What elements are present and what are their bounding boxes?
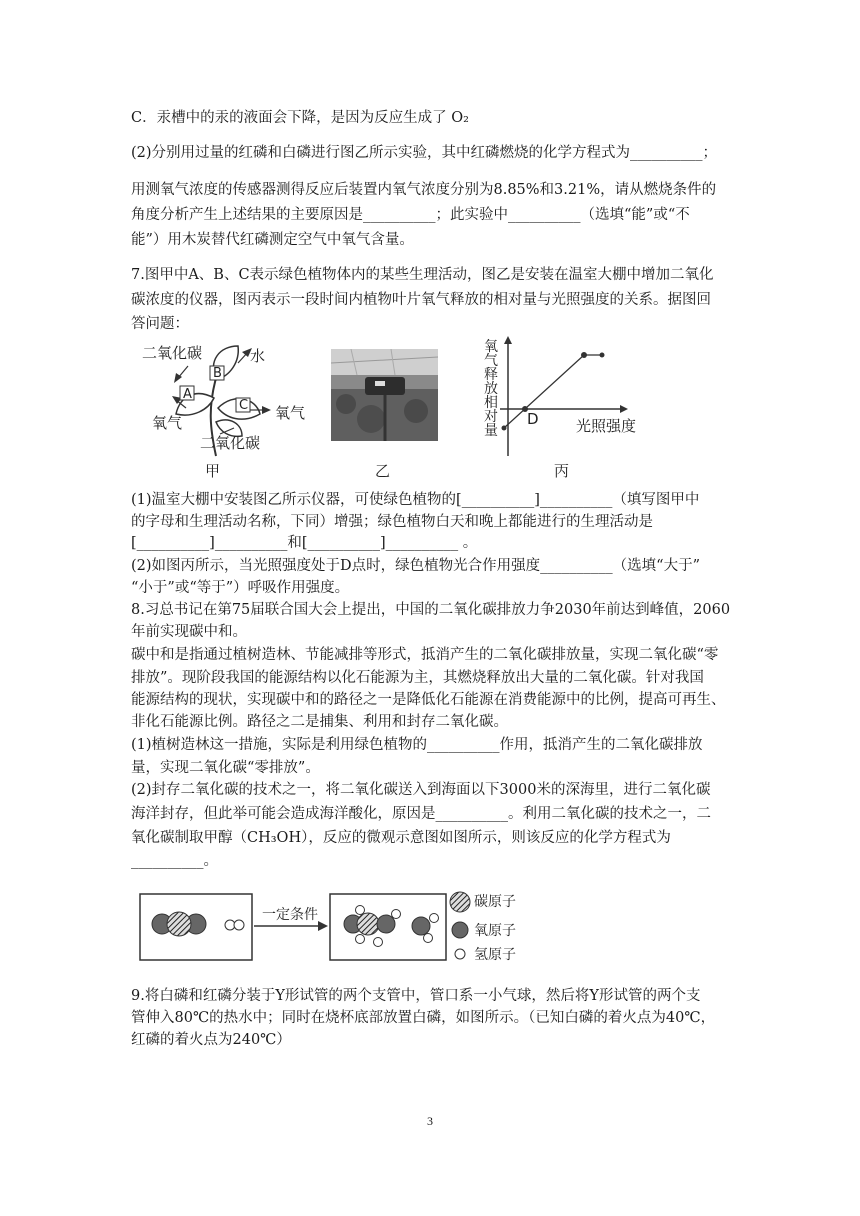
label-b: B [213, 366, 222, 381]
label-oxygen-right: 氧气 [275, 404, 306, 422]
text-line: 管伸入80℃的热水中；同时在烧杯底部放置白磷，如图所示。（已知白磷的着火点为40℃， [131, 1010, 716, 1026]
text-line: 排放”。现阶段我国的能源结构以化石能源为主，其燃烧释放出大量的二氧化碳。针对我国 [131, 670, 704, 686]
text-line: (1)温室大棚中安装图乙所示仪器，可使绿色植物的[__________]__________（填写图甲中 [131, 492, 700, 508]
text-line: 碳中和是指通过植树造林、节能减排等形式，抵消产生的二氧化碳排放量，实现二氧化碳“零 [131, 647, 719, 663]
legend-oxygen: 氧原子 [474, 923, 516, 939]
text-line: 氧化碳制取甲醇（CH₃OH），反应的微观示意图如图所示，则该反应的化学方程式为 [131, 830, 671, 846]
text-line: 海洋封存，但此举可能会造成海洋酸化，原因是__________。利用二氧化碳的技术之一，二 [131, 806, 711, 822]
text-line: (1)植树造林这一措施，实际是利用绿色植物的__________作用，抵消产生的二氧化碳排放 [131, 737, 703, 753]
text-line: 答问题： [131, 316, 189, 332]
caption-yi: 乙 [375, 462, 391, 480]
text-line: [__________]__________和[__________]__________ 。 [131, 535, 478, 551]
text-line: 碳浓度的仪器，图丙表示一段时间内植物叶片氧气释放的相对量与光照强度的关系。据图回 [131, 292, 711, 308]
caption-jia: 甲 [205, 462, 221, 480]
legend-carbon: 碳原子 [474, 894, 516, 910]
label-c: C [239, 398, 249, 413]
text-line: 的字母和生理活动名称，下同）增强；绿色植物白天和晚上都能进行的生理活动是 [131, 514, 653, 530]
figure-yi-photo [331, 349, 438, 441]
text-line: 量，实现二氧化碳“零排放”。 [131, 760, 320, 776]
text-line: 用测氧气浓度的传感器测得反应后装置内氧气浓度分别为8.85%和3.21%，请从燃烧条件的 [131, 182, 717, 198]
text-line: 7.图甲中A、B、C表示绿色植物体内的某些生理活动，图乙是安装在温室大棚中增加二氧化 [131, 267, 714, 283]
text-line: C．汞槽中的汞的液面会下降，是因为反应生成了 O₂ [131, 110, 469, 126]
reaction-condition-label: 一定条件 [262, 907, 318, 923]
text-line: 能源结构的现状，实现碳中和的路径之一是降低化石能源在消费能源中的比例，提高可再生、 [131, 692, 726, 708]
text-line: 红磷的着火点为240℃） [131, 1032, 291, 1048]
text-line: 能”）用木炭替代红磷测定空气中氧气含量。 [131, 232, 414, 248]
text-line: 9.将白磷和红磷分装于Y形试管的两个支管中，管口系一小气球，然后将Y形试管的两个支 [131, 988, 701, 1004]
text-line: “小于”或“等于”）呼吸作用强度。 [131, 580, 350, 596]
figure-bing-graph [482, 334, 642, 464]
page-number: 3 [427, 1114, 433, 1128]
text-line: 年前实现碳中和。 [131, 624, 247, 640]
text-line: (2)如图丙所示，当光照强度处于D点时，绿色植物光合作用强度__________（选填“大于” [131, 558, 700, 574]
text-line: (2)分别用过量的红磷和白磷进行图乙所示实验，其中红磷燃烧的化学方程式为__________； [131, 145, 718, 161]
text-line: 8.习总书记在第75届联合国大会上提出，中国的二氧化碳排放力争2030年前达到峰值，2060 [131, 602, 731, 618]
text-line: 非化石能源比例。路径之二是捕集、利用和封存二氧化碳。 [131, 714, 508, 730]
label-water: 水 [250, 347, 266, 365]
label-oxygen-left: 氧气 [152, 414, 183, 432]
legend-hydrogen: 氢原子 [474, 947, 516, 963]
label-co2-top: 二氧化碳 [142, 344, 203, 362]
label-a: A [183, 387, 192, 402]
text-line: 角度分析产生上述结果的主要原因是__________；此实验中__________（选填“能”或“不 [131, 207, 690, 223]
text-line: __________。 [131, 853, 218, 869]
xlabel-bing: 光照强度 [576, 417, 637, 435]
caption-bing: 丙 [554, 462, 570, 480]
text-line: (2)封存二氧化碳的技术之一，将二氧化碳送入到海面以下3000米的深海里，进行二氧化碳 [131, 782, 711, 798]
ylabel-bing: 氧气释放相对量 [484, 339, 498, 439]
label-co2-bottom: 二氧化碳 [200, 434, 261, 452]
point-d-label: D [527, 410, 539, 428]
